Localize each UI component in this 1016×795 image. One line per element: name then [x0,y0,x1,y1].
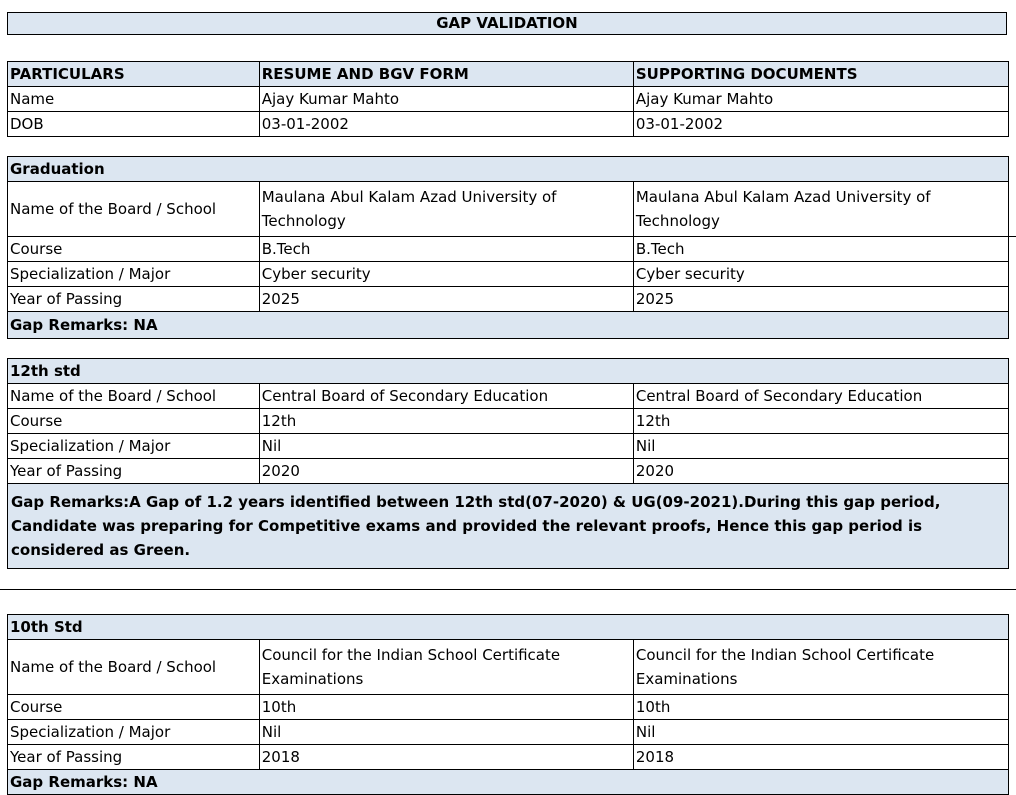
document-value: 2018 [633,745,1008,770]
table-row [8,695,1009,720]
gap-remarks-10th: Gap Remarks: NA [8,770,1009,795]
document-value: 2025 [633,287,1008,312]
table-row [8,237,1009,262]
row-label: Specialization / Major [8,720,260,745]
resume-value: Central Board of Secondary Education [259,384,633,409]
table-row [8,434,1009,459]
gap-remarks-graduation: Gap Remarks: NA [8,312,1009,339]
row-label: Year of Passing [8,459,260,484]
table-row [8,87,1009,112]
personal-table [7,61,1009,137]
resume-value: Maulana Abul Kalam Azad University of Technology [259,182,633,237]
document-value: Cyber security [633,262,1008,287]
std10-table [7,614,1009,795]
row-label: Course [8,409,260,434]
column-header-resume: RESUME AND BGV FORM [259,62,633,87]
row-label: Year of Passing [8,745,260,770]
document-value: Council for the Indian School Certificate Examinations [633,640,1008,695]
resume-value: B.Tech [259,237,633,262]
resume-value: Nil [259,720,633,745]
table-row [8,409,1009,434]
row-label: Specialization / Major [8,262,260,287]
resume-value: 2025 [259,287,633,312]
resume-value: Cyber security [259,262,633,287]
row-label: Year of Passing [8,287,260,312]
resume-value: 03-01-2002 [259,112,633,137]
row-label: DOB [8,112,260,137]
row-label: Specialization / Major [8,434,260,459]
table-row [8,720,1009,745]
document-value: Nil [633,434,1008,459]
document-value: 03-01-2002 [633,112,1008,137]
page-title: GAP VALIDATION [7,12,1007,35]
row-label: Name of the Board / School [8,384,260,409]
resume-value: 2020 [259,459,633,484]
column-header-documents: SUPPORTING DOCUMENTS [633,62,1008,87]
row-label: Name of the Board / School [8,182,260,237]
column-header-particulars: PARTICULARS [8,62,260,87]
resume-value: Nil [259,434,633,459]
document-value: Maulana Abul Kalam Azad University of Technology [633,182,1008,237]
table-row [8,745,1009,770]
section-header-12th: 12th std [8,359,1009,384]
table-row [8,640,1009,695]
row-label: Name of the Board / School [8,640,260,695]
document-value: Ajay Kumar Mahto [633,87,1008,112]
document-value: Nil [633,720,1008,745]
table-row [8,459,1009,484]
gap-remarks-12th: Gap Remarks:A Gap of 1.2 years identified between 12th std(07-2020) & UG(09-2021).During this gap period, Candidate was preparing for Competitive exams and provided the relevant proofs, Hence this gap period is considered as Green. [8,484,1009,569]
section-divider [0,589,1016,590]
document-value: 2020 [633,459,1008,484]
section-header-10th: 10th Std [8,615,1009,640]
graduation-table [7,156,1009,339]
table-row [8,262,1009,287]
resume-value: 2018 [259,745,633,770]
std12-table [7,358,1009,569]
table-row [8,112,1009,137]
table-header-row [8,62,1009,87]
document-value: B.Tech [633,237,1008,262]
row-label: Course [8,237,260,262]
row-label: Name [8,87,260,112]
resume-value: 10th [259,695,633,720]
resume-value: Ajay Kumar Mahto [259,87,633,112]
table-row [8,182,1009,237]
document-value: 10th [633,695,1008,720]
resume-value: 12th [259,409,633,434]
row-label: Course [8,695,260,720]
document-value: Central Board of Secondary Education [633,384,1008,409]
section-header-graduation: Graduation [8,157,1009,182]
resume-value: Council for the Indian School Certificate Examinations [259,640,633,695]
table-row [8,384,1009,409]
document-value: 12th [633,409,1008,434]
grid-line-stub [1009,236,1016,237]
table-row [8,287,1009,312]
